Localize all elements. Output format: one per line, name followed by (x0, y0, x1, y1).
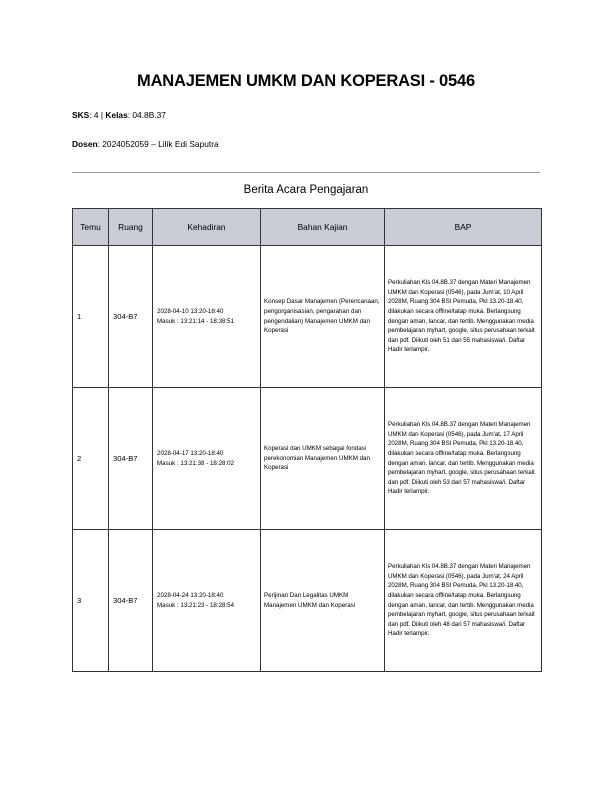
bap-table (72, 208, 542, 672)
dosen-value: : 2024052059 – Lilik Edi Saputra (97, 139, 219, 149)
table-row (73, 388, 542, 530)
cell-kehadiran (153, 388, 261, 530)
header-kehadiran: Kehadiran (153, 209, 261, 246)
header-bahan-kajian: Bahan Kajian (261, 209, 385, 246)
course-info (72, 110, 166, 120)
table-header-row (73, 209, 542, 246)
kelas-label: Kelas (105, 110, 128, 120)
table-row (73, 530, 542, 672)
cell-kehadiran (153, 246, 261, 388)
cell-ruang: 304-B7 (109, 530, 153, 672)
kehadiran-masuk: Masuk : 13:21:14 - 18:38:51 (157, 317, 235, 325)
kehadiran-time: 2028-04-10 13:20-18:40 (157, 307, 224, 315)
divider (72, 172, 540, 173)
kehadiran-time: 2028-04-24 13:20-18:40 (157, 591, 224, 599)
cell-bahan-kajian: Perijinan Dan Legalitas UMKM Manajemen UMKM dan Koperasi (261, 530, 385, 672)
cell-kehadiran (153, 530, 261, 672)
cell-bahan-kajian: Koperasi dan UMKM sebagai fondasi perekonomian Manajemen UMKM dan Koperasi (261, 388, 385, 530)
table-row (73, 246, 542, 388)
header-temu: Temu (73, 209, 109, 246)
sks-value: : 4 | (89, 110, 106, 120)
header-ruang: Ruang (109, 209, 153, 246)
dosen-label: Dosen (72, 139, 98, 149)
cell-temu: 1 (73, 246, 109, 388)
kehadiran-time: 2028-04-17 13:20-18:40 (157, 449, 224, 457)
cell-bap: Perkuliahan Kls 04.8B.37 dengan Materi Manajemen UMKM dan Koperasi (0546), pada Jum'at, 17 April 2028M, Ruang 304 BSI Pemuda, Pkl 13.20-18.40, dilakukan secara offline/tatap muka. Berlangsung dengan aman, lancar, dan tertib. Menggunakan media pembelajaran myhart, google, situs perusahaan terkait dan pdf. Diikuti oleh 53 dari 57 mahasiswa/i. Daftar Hadir terlampir. (385, 388, 542, 530)
cell-bap: Perkuliahan Kls 04.8B.37 dengan Materi Manajemen UMKM dan Koperasi (0546), pada Jum'at, 24 April 2028M, Ruang 304 BSI Pemuda, Pkl 13.20-18.40, dilakukan secara offline/tatap muka. Berlangsung dengan aman, lancar, dan tertib. Menggunakan media pembelajaran myhart, google, situs perusahaan terkait dan pdf. Diikuti oleh 48 dari 57 mahasiswa/i. Daftar Hadir terlampir. (385, 530, 542, 672)
kehadiran-masuk: Masuk : 13:21:23 - 18:28:54 (157, 601, 235, 609)
cell-ruang: 304-B7 (109, 246, 153, 388)
page-title: MANAJEMEN UMKM DAN KOPERASI - 0546 (137, 72, 475, 90)
cell-bahan-kajian: Konsep Dasar Manajemen (Perencanaan, pengorganisasian, pengarahan dan pengendalian) Manajemen UMKM dan Koperasi (261, 246, 385, 388)
cell-bap: Perkuliahan Kls 04.8B.37 dengan Materi Manajemen UMKM dan Koperasi (0546), pada Jum'at, 10 April 2028M, Ruang 304 BSI Pemuda, Pkl 13.20-18.40, dilakukan secara offline/tatap muka. Berlangsung dengan aman, lancar, dan tertib. Menggunakan media pembelajaran myhart, google, situs perusahaan terkait dan pdf. Diikuti oleh 51 dari 55 mahasiswa/i. Daftar Hadir terlampir. (385, 246, 542, 388)
cell-temu: 2 (73, 388, 109, 530)
kelas-value: : 04.8B.37 (127, 110, 166, 120)
sks-label: SKS (72, 110, 90, 120)
kehadiran-masuk: Masuk : 13:21:38 - 18:28:02 (157, 459, 235, 467)
cell-temu: 3 (73, 530, 109, 672)
section-title: Berita Acara Pengajaran (243, 184, 369, 196)
lecturer-info (72, 139, 219, 149)
cell-ruang: 304-B7 (109, 388, 153, 530)
header-bap: BAP (385, 209, 542, 246)
